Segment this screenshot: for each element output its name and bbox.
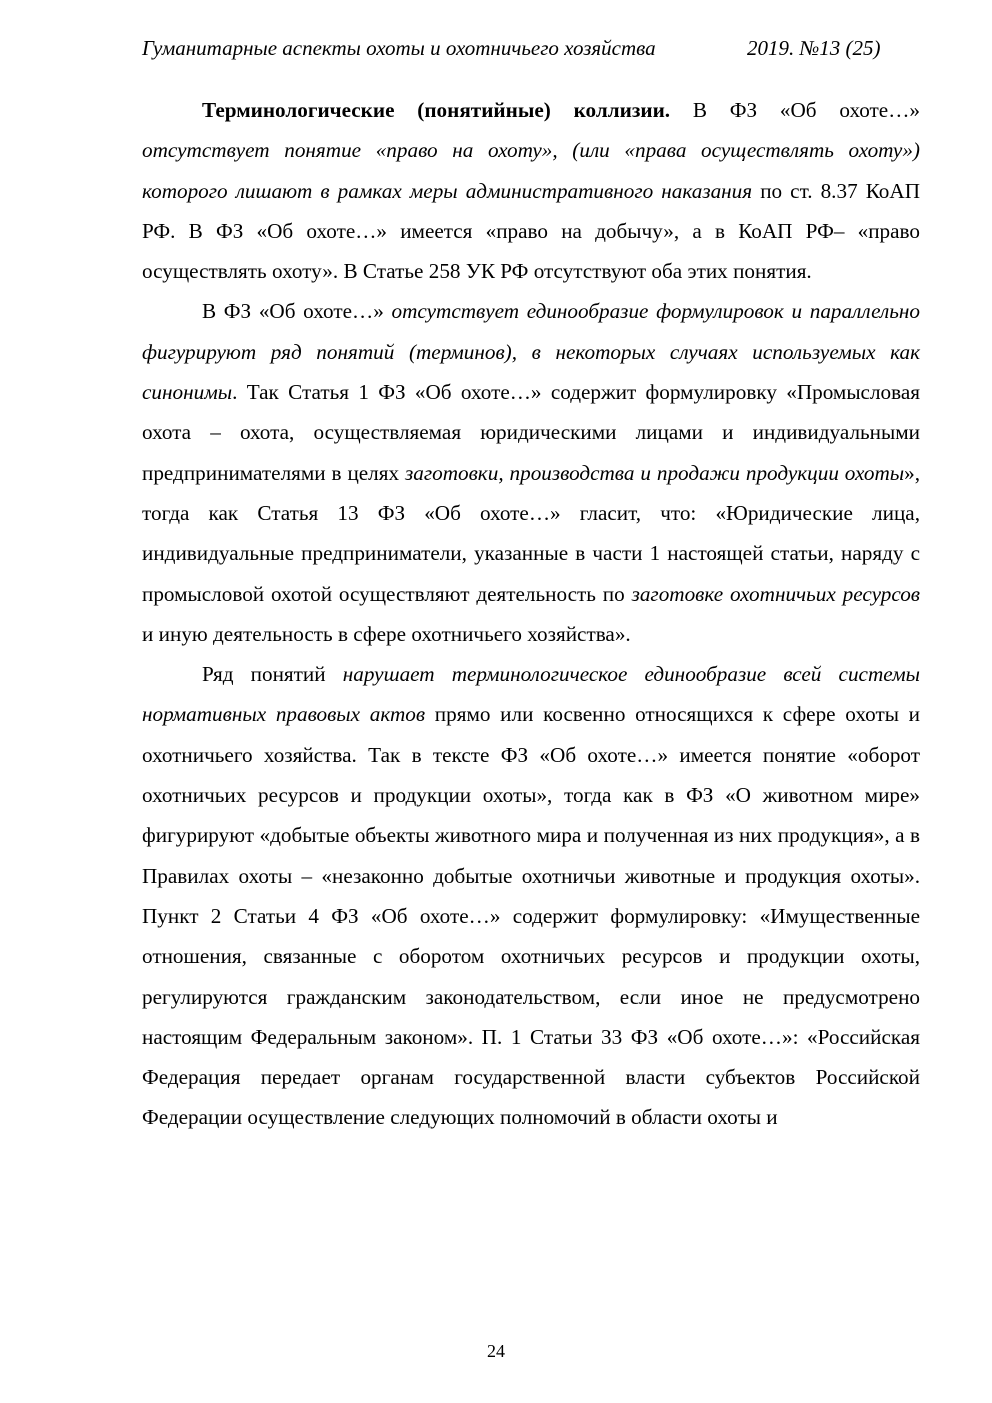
issue-number: 2019. №13 (25) — [747, 36, 881, 60]
text-run: и иную деятельность в сфере охотничьего хозяйства». — [142, 621, 631, 646]
paragraph — [142, 654, 920, 1138]
text-run: В ФЗ «Об охоте…» — [670, 98, 920, 122]
text-run: В ФЗ «Об охоте…» — [202, 299, 392, 324]
text-run: по ст. 8.37 КоАП РФ. В ФЗ «Об охоте…» имеется «право на добычу», а в КоАП РФ– «право осуществлять охоту». В Статье 258 УК РФ отсутствуют оба этих понятия. — [142, 178, 920, 284]
text-run: », тогда как Статья 13 ФЗ «Об охоте…» гласит, что: «Юридические лица, индивидуальные предприниматели, указанные в части 1 настоящей статьи, наряду с промысловой охотой осуществляют деятельность по — [142, 460, 920, 606]
emphasis-run: отсутствует понятие «право на охоту», (или «права осуществлять охоту») которого лишают в рамках меры административного наказания — [142, 138, 920, 203]
text-run: Ряд понятий — [202, 662, 343, 687]
paragraph — [142, 90, 920, 291]
journal-title: Гуманитарные аспекты охоты и охотничьего хозяйства — [142, 36, 656, 60]
emphasis-run: нарушает терминологическое единообразие всей системы нормативных правовых актов — [142, 662, 920, 727]
emphasis-run: заготовки, производства и продажи продукции охоты — [405, 460, 905, 485]
emphasis-run: отсутствует единообразие формулировок и параллельно фигурируют ряд понятий (терминов), в некоторых случаях используемых как синонимы — [142, 299, 920, 405]
running-header — [142, 34, 922, 62]
paragraph-heading: Терминологические (понятийные) коллизии. — [202, 98, 671, 122]
article-body — [142, 90, 920, 1138]
emphasis-run: заготовке охотничьих ресурсов — [631, 581, 920, 606]
paragraph — [142, 291, 920, 654]
text-run: прямо или косвенно относящихся к сфере охоты и охотничьего хозяйства. Так в тексте ФЗ «Об охоте…» имеется понятие «оборот охотничьих ресурсов и продукции охоты», тогда как в ФЗ «О животном мире» фигурируют «добытые объекты животного мира и полученная из них продукция», а в Правилах охоты – «незаконно добытые охотничьи животные и продукция охоты». Пункт 2 Статьи 4 ФЗ «Об охоте…» содержит формулировку: «Имущественные отношения, связанные с оборотом охотничьих ресурсов и продукции охоты, регулируются гражданским законодательством, если иное не предусмотрено настоящим Федеральным законом». П. 1 Статьи 33 ФЗ «Об охоте…»: «Российская Федерация передает органам государственной власти субъектов Российской Федерации осуществление следующих полномочий в области охоты и — [142, 702, 920, 1130]
page-number: 24 — [487, 1341, 505, 1361]
text-run: . Так Статья 1 ФЗ «Об охоте…» содержит формулировку «Промысловая охота – охота, осуществляемая юридическими лицами и индивидуальными предпринимателями в целях — [142, 380, 920, 485]
